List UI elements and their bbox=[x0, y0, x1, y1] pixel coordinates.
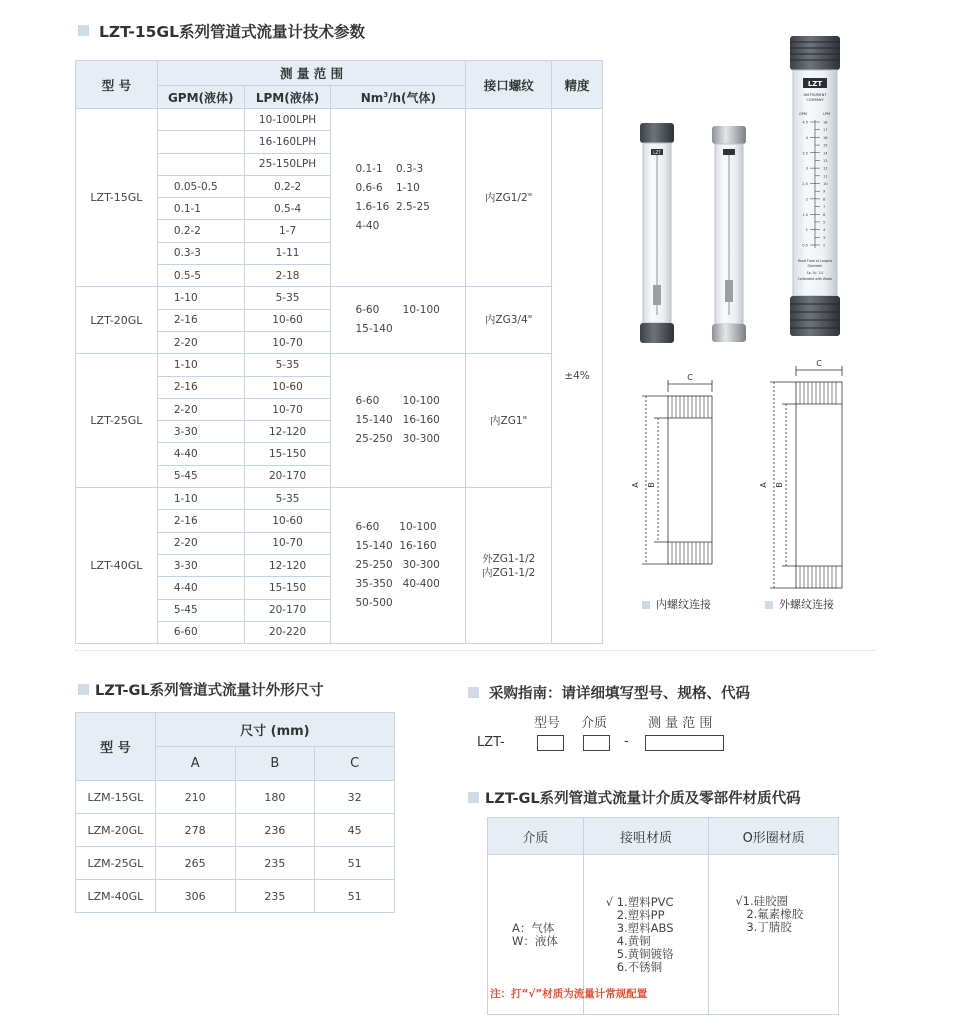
scale-label: 5 bbox=[823, 220, 826, 225]
dim-header-a: A bbox=[155, 747, 235, 781]
cell-gpm: 2-16 bbox=[157, 376, 244, 398]
cell-gpm: 2-20 bbox=[157, 331, 244, 353]
cell-model: LZT-40GL bbox=[76, 488, 158, 644]
meter3-note4: Calibrated with Water bbox=[797, 277, 833, 281]
order-dash: - bbox=[624, 734, 629, 749]
meter3-lpm: LPM bbox=[823, 112, 831, 116]
scale-label-gpm: 2 bbox=[805, 197, 808, 202]
section-title-order-text: 采购指南：请详细填写型号、规格、代码 bbox=[489, 686, 750, 702]
dim-header-size: 尺寸 (mm) bbox=[155, 713, 394, 747]
scale-label: 11 bbox=[823, 174, 828, 179]
cell-gpm: 2-16 bbox=[157, 510, 244, 532]
header-gpm: GPM(液体) bbox=[157, 86, 244, 109]
header-nm3-suffix: /h(气体) bbox=[388, 90, 437, 105]
bullet-square-icon bbox=[468, 792, 479, 803]
parameter-table bbox=[75, 60, 603, 644]
cell-lpm: 1-7 bbox=[244, 220, 331, 242]
cell-lpm: 1-11 bbox=[244, 242, 331, 264]
cell-lpm: 10-60 bbox=[244, 309, 331, 331]
dim-cell-a: 306 bbox=[155, 880, 235, 913]
bullet-square-icon bbox=[468, 687, 479, 698]
legend-square-icon bbox=[642, 601, 650, 609]
outer-dim-c: C bbox=[816, 359, 822, 368]
mat-header-nozzle: 接咀材质 bbox=[583, 818, 709, 855]
scale-label: 9 bbox=[823, 189, 826, 194]
cell-model: LZT-15GL bbox=[76, 109, 158, 287]
scale-label-gpm: 2.5 bbox=[802, 182, 808, 186]
dim-cell-a: 278 bbox=[155, 814, 235, 847]
dim-cell-model: LZM-40GL bbox=[76, 880, 156, 913]
scale-label-gpm: 1 bbox=[805, 228, 808, 233]
order-label-medium: 介质 bbox=[581, 716, 608, 731]
dim-header-model: 型 号 bbox=[76, 713, 156, 781]
scale-label: 3 bbox=[823, 235, 826, 240]
cell-gpm: 0.2-2 bbox=[157, 220, 244, 242]
scale-label: 12 bbox=[823, 166, 828, 171]
flowmeter-photo bbox=[625, 30, 865, 370]
order-prefix: LZT- bbox=[477, 735, 505, 750]
meter3-brand: LZT bbox=[807, 80, 823, 88]
scale-label-gpm: 4.5 bbox=[802, 120, 808, 125]
cell-lpm: 12-120 bbox=[244, 421, 331, 443]
table-row bbox=[76, 814, 395, 847]
inner-dim-b: B bbox=[647, 482, 656, 488]
dim-cell-b: 180 bbox=[235, 781, 315, 814]
cell-gpm: 0.3-3 bbox=[157, 242, 244, 264]
cell-lpm: 10-70 bbox=[244, 331, 331, 353]
table-row bbox=[76, 354, 603, 376]
cell-lpm: 20-170 bbox=[244, 599, 331, 621]
header-model: 型 号 bbox=[76, 61, 158, 109]
scale-label: 8 bbox=[823, 197, 826, 202]
label-inner-thread-text: 内螺纹连接 bbox=[656, 598, 711, 611]
scale-label: 2 bbox=[823, 243, 826, 248]
meter-small-metal bbox=[712, 126, 746, 342]
cell-gpm: 2-20 bbox=[157, 398, 244, 420]
dim-header-c: C bbox=[315, 747, 395, 781]
cell-lpm: 5-35 bbox=[244, 354, 331, 376]
meter3-instrument: INSTRUMENT bbox=[803, 93, 827, 97]
cell-gpm: 1-10 bbox=[157, 488, 244, 510]
mat-oring-cell: √1.硅胶圈 2.氟素橡胶 3.丁腈胶 bbox=[709, 855, 839, 1015]
cell-lpm: 10-60 bbox=[244, 376, 331, 398]
header-lpm: LPM(液体) bbox=[244, 86, 331, 109]
cell-lpm: 10-60 bbox=[244, 510, 331, 532]
outer-dim-a: A bbox=[759, 482, 768, 488]
section-title-dimensions bbox=[78, 679, 324, 700]
meter-large bbox=[790, 36, 840, 336]
mat-nozzle-cell: √ 1.塑料PVC 2.塑料PP 3.塑料ABS 4.黄铜 5.黄铜镀铬 6.不锈铜 bbox=[583, 855, 709, 1015]
dim-cell-c: 51 bbox=[315, 847, 395, 880]
scale-label: 6 bbox=[823, 212, 826, 217]
header-thread: 接口螺纹 bbox=[466, 61, 552, 109]
cell-gas-range: 6-60 10-100 15-140 bbox=[331, 287, 466, 354]
cell-gpm: 4-40 bbox=[157, 577, 244, 599]
scale-label: 10 bbox=[823, 182, 828, 186]
inner-dim-a: A bbox=[631, 482, 640, 488]
meter3-company: COMPANY bbox=[806, 98, 824, 102]
table-row bbox=[76, 781, 395, 814]
cell-lpm: 20-170 bbox=[244, 465, 331, 487]
meter3-note2: Diameter bbox=[807, 264, 823, 268]
dimension-diagrams bbox=[630, 359, 870, 620]
inner-dim-c: C bbox=[687, 373, 693, 382]
cell-lpm: 16-160LPH bbox=[244, 131, 331, 153]
dim-header-b: B bbox=[235, 747, 315, 781]
dim-cell-model: LZM-25GL bbox=[76, 847, 156, 880]
meter3-gpm: GPM bbox=[799, 112, 807, 116]
meter-small-dark bbox=[640, 123, 674, 343]
cell-model: LZT-25GL bbox=[76, 354, 158, 488]
scale-label-gpm: 3 bbox=[805, 166, 808, 171]
header-nm3-sup: 3 bbox=[383, 90, 389, 99]
section-title-material bbox=[468, 787, 801, 808]
cell-gpm bbox=[157, 109, 244, 131]
order-label-range: 测 量 范 围 bbox=[648, 716, 713, 731]
cell-lpm: 0.5-4 bbox=[244, 198, 331, 220]
table-row bbox=[76, 880, 395, 913]
order-model-box[interactable] bbox=[537, 735, 564, 751]
cell-gpm: 5-45 bbox=[157, 465, 244, 487]
cell-lpm: 12-120 bbox=[244, 554, 331, 576]
cell-gas-range: 6-60 10-100 15-140 16-160 25-250 30-300 35-350 40-400 50-500 bbox=[331, 488, 466, 644]
dim-cell-b: 235 bbox=[235, 847, 315, 880]
dim-cell-b: 236 bbox=[235, 814, 315, 847]
scale-label-gpm: 4 bbox=[805, 135, 808, 140]
table-row bbox=[76, 287, 603, 309]
table-row bbox=[76, 847, 395, 880]
meter3-note3: Sp. Gr. 1.0 bbox=[806, 271, 824, 275]
scale-label: 7 bbox=[823, 205, 826, 210]
cell-gpm bbox=[157, 153, 244, 175]
header-nm3-prefix: Nm bbox=[360, 90, 384, 105]
section-title-params bbox=[78, 20, 365, 42]
cell-gpm: 0.5-5 bbox=[157, 265, 244, 287]
divider bbox=[75, 650, 875, 651]
scale-label: 4 bbox=[823, 228, 826, 233]
scale-label: 14 bbox=[823, 151, 828, 156]
diagram-outer-thread bbox=[770, 366, 842, 588]
cell-lpm: 20-220 bbox=[244, 621, 331, 643]
mat-header-oring: O形圈材质 bbox=[709, 818, 839, 855]
cell-lpm: 10-70 bbox=[244, 532, 331, 554]
dim-cell-c: 45 bbox=[315, 814, 395, 847]
legend-square-icon bbox=[765, 601, 773, 609]
section-title-params-text: LZT-15GL系列管道式流量计技术参数 bbox=[99, 23, 366, 41]
cell-gpm: 0.1-1 bbox=[157, 198, 244, 220]
section-title-dimensions-text: LZT-GL系列管道式流量计外形尺寸 bbox=[95, 683, 324, 699]
label-outer-thread bbox=[765, 596, 834, 612]
dim-cell-model: LZM-20GL bbox=[76, 814, 156, 847]
dim-cell-c: 32 bbox=[315, 781, 395, 814]
section-title-material-text: LZT-GL系列管道式流量计介质及零部件材质代码 bbox=[485, 791, 801, 807]
cell-gpm: 4-40 bbox=[157, 443, 244, 465]
mat-header-medium: 介质 bbox=[488, 818, 584, 855]
order-label-model: 型号 bbox=[534, 716, 561, 731]
order-medium-box[interactable] bbox=[583, 735, 610, 751]
mat-medium-cell: A：气体 W：液体 bbox=[488, 855, 584, 1015]
cell-gpm: 1-10 bbox=[157, 287, 244, 309]
cell-gpm: 3-30 bbox=[157, 554, 244, 576]
header-range: 测 量 范 围 bbox=[157, 61, 465, 86]
cell-gpm: 5-45 bbox=[157, 599, 244, 621]
scale-label-gpm: 1.5 bbox=[802, 212, 808, 217]
bullet-square-icon bbox=[78, 684, 89, 695]
cell-thread: 外ZG1-1/2 内ZG1-1/2 bbox=[466, 488, 552, 644]
cell-lpm: 0.2-2 bbox=[244, 175, 331, 197]
cell-lpm: 10-70 bbox=[244, 398, 331, 420]
cell-thread: 内ZG3/4" bbox=[466, 287, 552, 354]
scale-label: 17 bbox=[823, 128, 828, 133]
outer-dim-b: B bbox=[775, 482, 784, 488]
scale-label-gpm: 3.5 bbox=[802, 151, 808, 156]
cell-lpm: 10-100LPH bbox=[244, 109, 331, 131]
scale-label: 13 bbox=[823, 158, 828, 163]
footnote: 注：打“√”材质为流量计常规配置 bbox=[490, 988, 648, 1000]
cell-lpm: 2-18 bbox=[244, 265, 331, 287]
cell-gpm: 0.05-0.5 bbox=[157, 175, 244, 197]
header-nm3 bbox=[331, 86, 466, 109]
cell-lpm: 15-150 bbox=[244, 443, 331, 465]
cell-gpm: 2-20 bbox=[157, 532, 244, 554]
cell-gpm: 2-16 bbox=[157, 309, 244, 331]
bullet-square-icon bbox=[78, 25, 89, 36]
cell-thread: 内ZG1/2" bbox=[466, 109, 552, 287]
scale-label-gpm: 0.5 bbox=[802, 243, 808, 248]
table-row bbox=[76, 488, 603, 510]
diagram-inner-thread bbox=[642, 380, 712, 564]
dim-cell-a: 210 bbox=[155, 781, 235, 814]
cell-accuracy: ±4% bbox=[552, 109, 603, 644]
label-outer-thread-text: 外螺纹连接 bbox=[779, 598, 834, 611]
meter1-brand: LZT bbox=[653, 150, 661, 155]
cell-gpm: 1-10 bbox=[157, 354, 244, 376]
cell-gas-range: 0.1-1 0.3-3 0.6-6 1-10 1.6-16 2.5-25 4-40 bbox=[331, 109, 466, 287]
cell-lpm: 15-150 bbox=[244, 577, 331, 599]
dim-cell-model: LZM-15GL bbox=[76, 781, 156, 814]
section-title-order bbox=[468, 682, 750, 703]
scale-label: 15 bbox=[823, 143, 828, 148]
dim-cell-b: 235 bbox=[235, 880, 315, 913]
dim-cell-a: 265 bbox=[155, 847, 235, 880]
cell-lpm: 5-35 bbox=[244, 287, 331, 309]
table-row bbox=[76, 109, 603, 131]
cell-gas-range: 6-60 10-100 15-140 16-160 25-250 30-300 bbox=[331, 354, 466, 488]
scale-label: 18 bbox=[823, 120, 828, 125]
cell-model: LZT-20GL bbox=[76, 287, 158, 354]
cell-lpm: 5-35 bbox=[244, 488, 331, 510]
cell-lpm: 25-150LPH bbox=[244, 153, 331, 175]
label-inner-thread bbox=[642, 596, 711, 612]
cell-gpm bbox=[157, 131, 244, 153]
dimension-table bbox=[75, 712, 395, 913]
dim-cell-c: 51 bbox=[315, 880, 395, 913]
order-range-box[interactable] bbox=[645, 735, 724, 751]
cell-thread: 内ZG1" bbox=[466, 354, 552, 488]
header-accuracy: 精度 bbox=[552, 61, 603, 109]
cell-gpm: 3-30 bbox=[157, 421, 244, 443]
cell-gpm: 6-60 bbox=[157, 621, 244, 643]
scale-label: 16 bbox=[823, 135, 828, 140]
meter3-note1: Read Float at Largest bbox=[797, 259, 833, 263]
